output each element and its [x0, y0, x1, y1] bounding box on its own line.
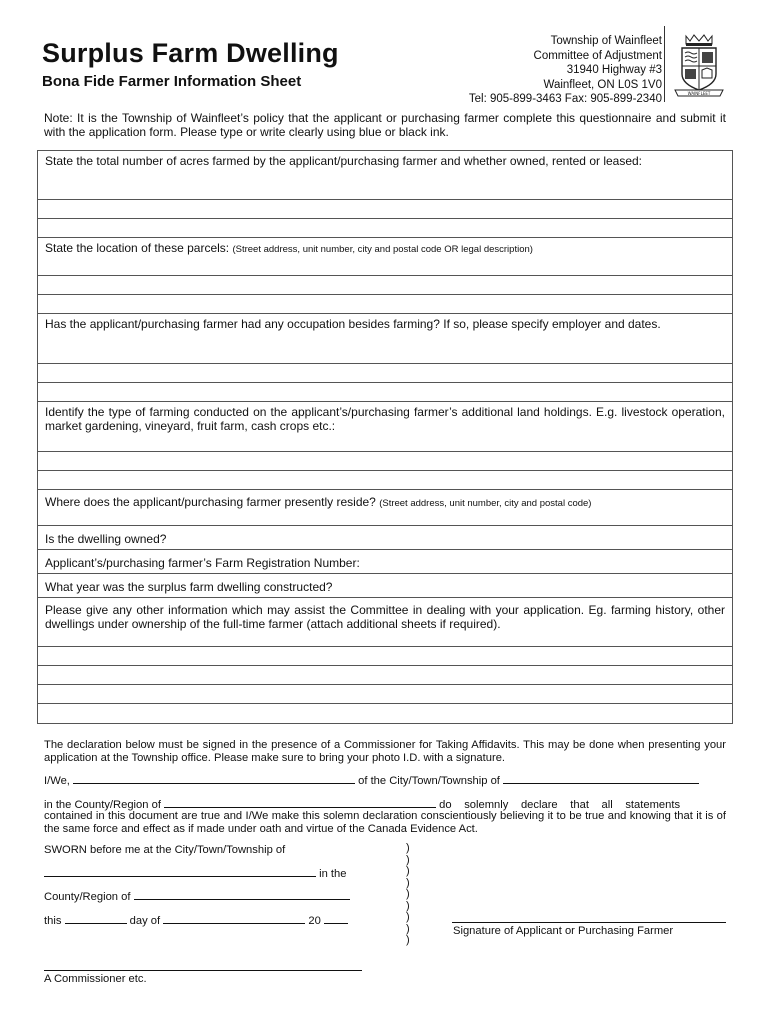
question-farming-type: Identify the type of farming conducted on the applicant’s/purchasing farmer’s additional land holdings. E.g. livestock operation, market gardening, vineyard, fruit farm, cash crops etc.: — [38, 402, 732, 452]
answer-line[interactable] — [38, 452, 732, 471]
answer-line[interactable] — [38, 647, 732, 666]
question-dwelling-owned: Is the dwelling owned? — [38, 526, 732, 550]
declaration-solemn-text: do solemnly declare that all statements — [439, 799, 681, 811]
sworn-city-field[interactable] — [44, 867, 316, 877]
contact-line: Tel: 905-899-3463 Fax: 905-899-2340 — [468, 93, 662, 105]
question-other-information: Please give any other information which may assist the Committee in dealing with your application. Eg. farming history, other dwellings under ownership of the full-time farmer (attach additional sheets if required). — [38, 598, 732, 647]
questionnaire-form — [37, 150, 733, 724]
sworn-county-label: County/Region of — [44, 891, 131, 903]
declaration-intro: The declaration below must be signed in the presence of a Commissioner for Taking Affidavits. This may be done when presenting your application at the Township office. Please make sure to bring your photo I.D. with a signature. — [44, 739, 726, 764]
question-residence — [38, 490, 732, 526]
applicant-signature-label: Signature of Applicant or Purchasing Farmer — [453, 925, 674, 937]
answer-line[interactable] — [38, 295, 732, 314]
sworn-in-the-label: in the — [319, 868, 347, 880]
page-title: Surplus Farm Dwelling — [42, 38, 339, 68]
answer-line[interactable] — [38, 383, 732, 402]
contact-line: 31940 Highway #3 — [566, 64, 662, 76]
sworn-year-prefix: 20 — [308, 915, 321, 927]
question-acres-farmed: State the total number of acres farmed by the applicant/purchasing farmer and whether owned, rented or leased: — [38, 151, 732, 200]
sworn-label: SWORN before me at the City/Town/Township of — [44, 844, 286, 856]
answer-line[interactable] — [38, 276, 732, 295]
crest-banner-text: WAINFLEET — [687, 91, 711, 96]
commissioner-signature-field[interactable] — [44, 970, 362, 971]
declarant-city-field[interactable] — [503, 774, 699, 784]
declaration-body: contained in this document are true and I/We make this solemn declaration conscientiously believing it to be true and knowing that it is of the same force and effect as if made under oath and virtue of the Canada Evidence Act. — [44, 810, 726, 835]
sworn-day-of-label: day of — [129, 915, 161, 927]
question-other-occupation: Has the applicant/purchasing farmer had any occupation besides farming? If so, please specify employer and dates. — [38, 314, 732, 364]
header-divider — [664, 26, 666, 102]
contact-line: Committee of Adjustment — [533, 49, 662, 62]
question-parcel-location-hint: (Street address, unit number, city and postal code OR legal description) — [232, 244, 533, 255]
answer-line[interactable] — [38, 364, 732, 383]
answer-line[interactable] — [38, 666, 732, 685]
sworn-month-field[interactable] — [163, 914, 305, 924]
township-crest-icon — [672, 32, 726, 100]
declarant-county-field[interactable] — [164, 798, 436, 808]
sworn-year-field[interactable] — [324, 914, 348, 924]
instructions-note: Note: It is the Township of Wainfleet’s policy that the applicant or purchasing farmer complete this questionnaire and submit it with the application form. Please type or write clearly using blue or black ink. — [44, 111, 726, 139]
sworn-this-label: this — [44, 915, 62, 927]
question-parcel-location — [38, 238, 732, 276]
page-subtitle: Bona Fide Farmer Information Sheet — [42, 73, 302, 90]
declaration-bracket: ) ) ) ) ) ) ) ) ) — [406, 842, 410, 946]
answer-line[interactable] — [38, 219, 732, 238]
sworn-day-field[interactable] — [65, 914, 127, 924]
question-farm-registration: Applicant’s/purchasing farmer’s Farm Registration Number: — [38, 550, 732, 574]
applicant-signature-field[interactable] — [452, 922, 726, 923]
commissioner-signature-label: A Commissioner etc. — [44, 973, 147, 985]
declarant-city-label: of the City/Town/Township of — [358, 775, 500, 787]
question-residence-label: Where does the applicant/purchasing farmer presently reside? — [45, 495, 376, 509]
declarant-iwe-label: I/We, — [44, 775, 70, 787]
contact-line: Township of Wainfleet — [550, 35, 662, 47]
sworn-date-line — [44, 914, 348, 928]
sworn-county-field[interactable] — [134, 890, 350, 900]
question-year-constructed: What year was the surplus farm dwelling constructed? — [38, 574, 732, 598]
answer-line[interactable] — [38, 685, 732, 704]
answer-line[interactable] — [38, 200, 732, 219]
answer-line[interactable] — [38, 704, 732, 723]
sworn-city-line — [44, 867, 346, 881]
sworn-county-line — [44, 890, 350, 904]
answer-line[interactable] — [38, 471, 732, 490]
declarant-line — [44, 774, 726, 788]
declarant-name-field[interactable] — [73, 774, 355, 784]
question-residence-hint: (Street address, unit number, city and postal code) — [379, 498, 592, 509]
township-contact-block — [469, 34, 662, 107]
contact-line: Wainfleet, ON L0S 1V0 — [543, 78, 662, 91]
declarant-county-label: in the County/Region of — [44, 799, 161, 811]
question-parcel-location-label: State the location of these parcels: — [45, 241, 230, 255]
